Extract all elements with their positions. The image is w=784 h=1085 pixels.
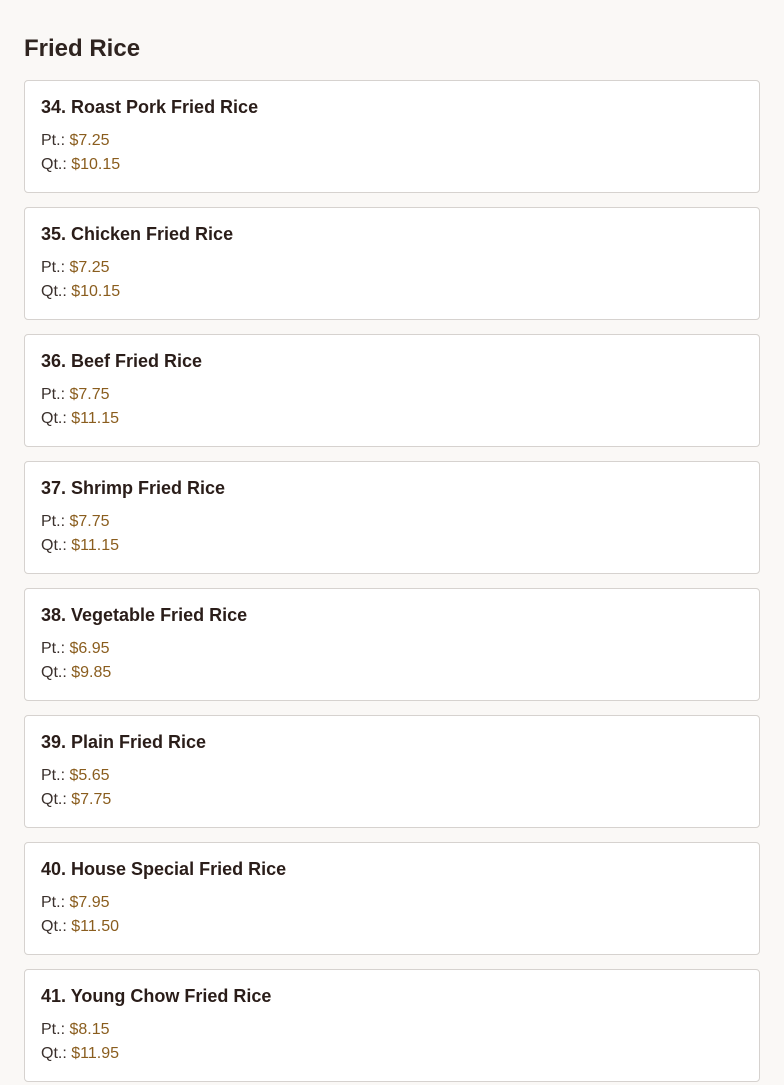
item-name: 41. Young Chow Fried Rice [41,986,272,1006]
price-row-pint [41,510,743,534]
price-row-pint [41,129,743,153]
menu-item[interactable] [24,334,760,447]
price-row-pint [41,1018,743,1042]
quart-label: Qt.: [41,664,67,681]
pint-label: Pt.: [41,640,66,657]
quart-label: Qt.: [41,283,67,300]
price-row-pint [41,383,743,407]
price-row-quart [41,915,743,939]
quart-label: Qt.: [41,791,67,808]
quart-label: Qt.: [41,410,67,427]
pint-price: $8.15 [69,1021,110,1038]
quart-label: Qt.: [41,156,67,173]
price-row-pint [41,256,743,280]
pint-label: Pt.: [41,767,66,784]
pint-label: Pt.: [41,259,66,276]
quart-label: Qt.: [41,918,67,935]
quart-label: Qt.: [41,1045,67,1062]
quart-price: $11.15 [71,410,119,427]
quart-price: $11.15 [71,537,119,554]
item-name: 40. House Special Fried Rice [41,859,287,879]
quart-price: $7.75 [71,791,112,808]
quart-price: $11.95 [71,1045,119,1062]
price-row-quart [41,1042,743,1066]
item-name: 38. Vegetable Fried Rice [41,605,248,625]
quart-price: $9.85 [71,664,112,681]
quart-price: $11.50 [71,918,119,935]
item-name: 34. Roast Pork Fried Rice [41,97,259,117]
price-row-quart [41,153,743,177]
quart-price: $10.15 [71,156,121,173]
menu-item[interactable] [24,715,760,828]
pint-label: Pt.: [41,1021,66,1038]
menu-item[interactable] [24,207,760,320]
price-row-quart [41,534,743,558]
pint-label: Pt.: [41,132,66,149]
quart-price: $10.15 [71,283,121,300]
price-row-quart [41,788,743,812]
pint-label: Pt.: [41,894,66,911]
pint-price: $7.25 [69,259,110,276]
price-row-quart [41,661,743,685]
menu-item[interactable] [24,80,760,193]
menu-item[interactable] [24,588,760,701]
price-row-pint [41,764,743,788]
pint-price: $6.95 [69,640,110,657]
quart-label: Qt.: [41,537,67,554]
menu-item[interactable] [24,461,760,574]
price-row-quart [41,407,743,431]
item-name: 37. Shrimp Fried Rice [41,478,226,498]
price-row-pint [41,891,743,915]
pint-price: $7.95 [69,894,110,911]
pint-price: $5.65 [69,767,110,784]
price-row-pint [41,637,743,661]
section-title: Fried Rice [24,35,141,62]
price-row-quart [41,280,743,304]
pint-price: $7.75 [69,513,110,530]
menu-item[interactable] [24,842,760,955]
pint-price: $7.75 [69,386,110,403]
pint-label: Pt.: [41,386,66,403]
menu-list [24,80,760,1082]
item-name: 36. Beef Fried Rice [41,351,203,371]
menu-item[interactable] [24,969,760,1082]
item-name: 35. Chicken Fried Rice [41,224,234,244]
pint-price: $7.25 [69,132,110,149]
pint-label: Pt.: [41,513,66,530]
item-name: 39. Plain Fried Rice [41,732,207,752]
